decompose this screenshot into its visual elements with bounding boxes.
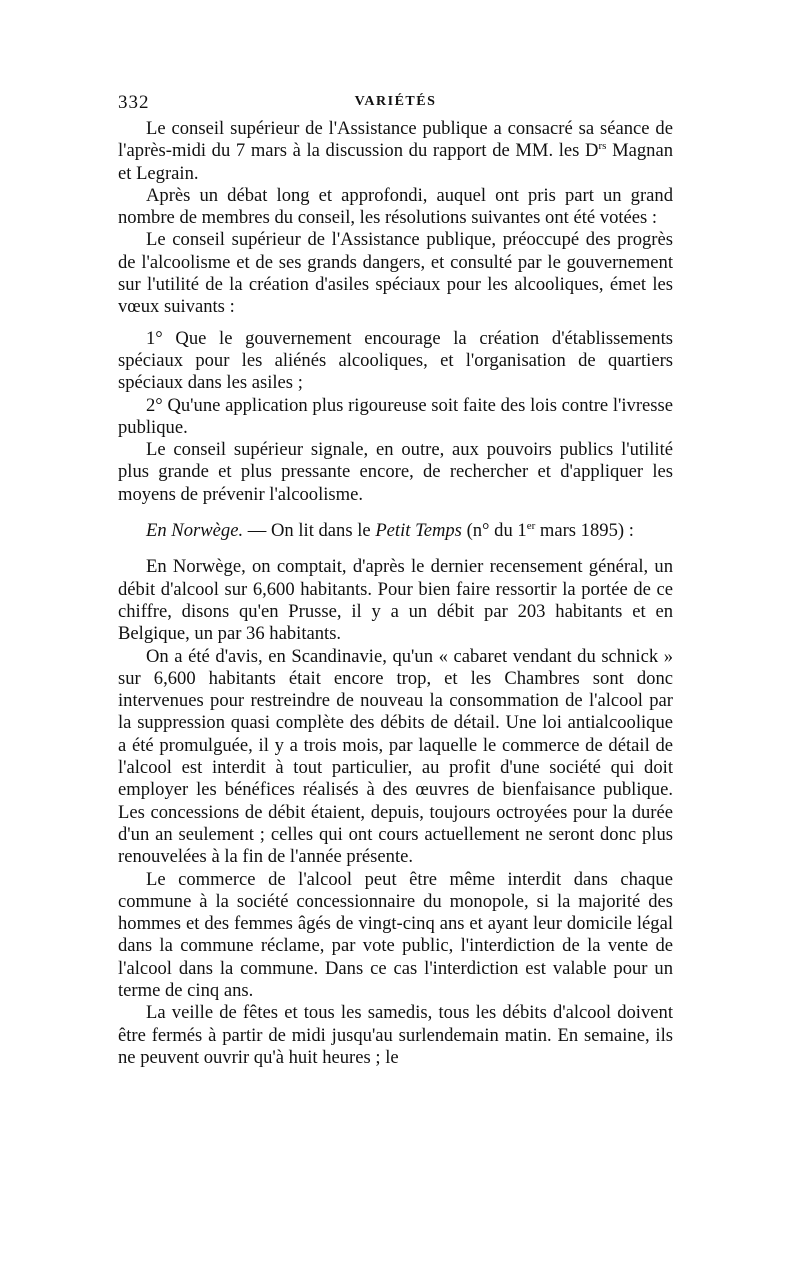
paragraph-norway-census: En Norwège, on comptait, d'après le dernier recensement général, un débit d'alcool sur 6,600 habitants. Pour bien faire ressortir la portée de ce chiffre, disons qu'en Prusse, il y a un débit par 203 habitants et en Belgique, un par 36 habitants. <box>118 556 673 645</box>
section-title: VARIÉTÉS <box>354 94 437 109</box>
page-number: 332 <box>118 92 150 113</box>
book-page <box>118 92 673 1069</box>
paragraph-closing-hours: La veille de fêtes et tous les samedis, tous les débits d'alcool doivent être fermés à partir de midi jusqu'au surlendemain matin. En semaine, ils ne peuvent ouvrir qu'à huit heures ; le <box>118 1002 673 1068</box>
paragraph-norway-heading: En Norwège. — On lit dans le Petit Temps (n° du 1er mars 1895) : <box>146 519 634 542</box>
paragraph-resolution: Le conseil supérieur de l'Assistance publique, préoccupé des progrès de l'alcoolisme et de ses grands dangers, et consulté par le gouvernement sur l'utilité de la création d'asiles spéciaux pour les alcooliques, émet les vœux suivants : <box>118 229 673 318</box>
paragraph-council-session: Le conseil supérieur de l'Assistance publique a consacré sa séance de l'après-midi du 7 mars à la discussion du rapport de MM. les $D^{rs}$ Magnan et Legrain. <box>118 118 674 184</box>
norway-heading: En Norwège. <box>146 520 244 542</box>
paragraph-wish-2: 2° Qu'une application plus rigoureuse soit faite des lois contre l'ivresse publique. <box>118 394 673 438</box>
paragraph-prevention: Le conseil supérieur signale, en outre, aux pouvoirs publics l'utilité plus grande et plus pressante encore, de rechercher et d'appliquer les moyens de prévenir l'alcoolisme. <box>118 439 673 505</box>
newspaper-title: Petit Temps <box>375 520 462 542</box>
paragraph-scandinavia: On a été d'avis, en Scandinavie, qu'un « cabaret vendant du schnick » sur 6,600 habitants était encore trop, et les Chambres sont donc intervenues pour restreindre de nouveau la consommation de l'alcool par la suppression quasi complète des débits de détail. Une loi antialcoolique a été promulguée, il y a trois mois, par laquelle le commerce de détail de l'alcool est interdit à tout particulier, au profit d'une société qui doit employer les bénéfices réalisés à des œuvres de bienfaisance publique. Les concessions de débit étaient, depuis, toujours octroyées pour la durée d'un an seulement ; celles qui ont cours actuellement ne seront donc plus renouvelées à la fin de l'année présente. <box>118 645 673 868</box>
paragraph-debate: Après un débat long et approfondi, auquel ont pris part un grand nombre de membres du conseil, les résolutions suivantes ont été votées : <box>118 184 673 229</box>
running-head <box>118 92 673 118</box>
paragraph-commune-ban: Le commerce de l'alcool peut être même interdit dans chaque commune à la société concessionnaire du monopole, si la majorité des hommes et des femmes âgés de vingt-cinq ans et ayant leur domicile légal dans la commune réclame, par vote public, l'interdiction de la vente de l'alcool dans la commune. Dans ce cas l'interdiction est valable pour un terme de cinq ans. <box>118 868 673 1001</box>
paragraph-wish-1: 1° Que le gouvernement encourage la création d'établissements spéciaux pour les aliénés alcooliques, et l'organisation de quartiers spéciaux dans les asiles ; <box>118 327 673 394</box>
